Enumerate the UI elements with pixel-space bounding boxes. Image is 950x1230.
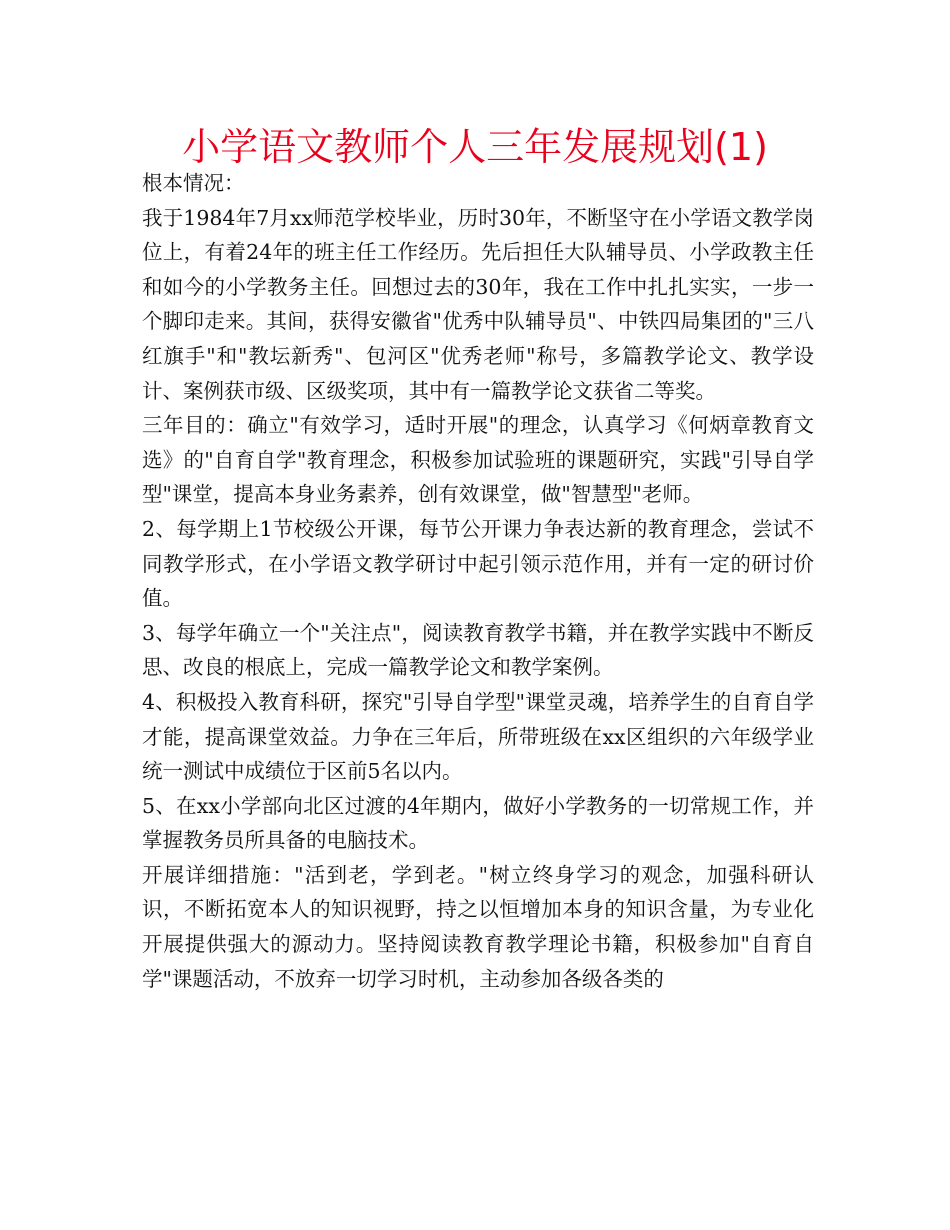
- paragraph-goal-4: 4、积极投入教育科研，探究"引导自学型"课堂灵魂，培养学生的自育自学才能，提高课堂效益。力争在三年后，所带班级在xx区组织的六年级学业统一测试中成绩位于区前5名以内。: [142, 689, 814, 784]
- document-body: [142, 166, 814, 996]
- paragraph-basic-situation-heading: 根本情况：: [142, 171, 245, 195]
- paragraph-background: 我于1984年7月xx师范学校毕业，历时30年，不断坚守在小学语文教学岗位上，有着24年的班主任工作经历。先后担任大队辅导员、小学政教主任和如今的小学教务主任。回想过去的30年，我在工作中扎扎实实，一步一个脚印走来。其间，获得安徽省"优秀中队辅导员"、中铁四局集团的"三八红旗手"和"教坛新秀"、包河区"优秀老师"称号，多篇教学论文、教学设计、案例获市级、区级奖项，其中有一篇教学论文获省二等奖。: [142, 205, 814, 403]
- document-title: 小学语文教师个人三年发展规划(1): [182, 125, 768, 169]
- paragraph-goal-2: 2、每学期上1节校级公开课，每节公开课力争表达新的教育理念，尝试不同教学形式，在小学语文教学研讨中起引领示范作用，并有一定的研讨价值。: [142, 516, 814, 611]
- paragraph-goal-5: 5、在xx小学部向北区过渡的4年期内，做好小学教务的一切常规工作，并掌握教务员所具备的电脑技术。: [142, 793, 814, 853]
- paragraph-goal-3: 3、每学年确立一个"关注点"，阅读教育教学书籍，并在教学实践中不断反思、改良的根底上，完成一篇教学论文和教学案例。: [142, 620, 814, 680]
- paragraph-measures: 开展详细措施："活到老，学到老。"树立终身学习的观念，加强科研认识，不断拓宽本人的知识视野，持之以恒增加本身的知识含量，为专业化开展提供强大的源动力。坚持阅读教育教学理论书籍，积极参加"自育自学"课题活动，不放弃一切学习时机，主动参加各级各类的: [142, 862, 814, 991]
- paragraph-three-year-goal: 三年目的：确立"有效学习，适时开展"的理念，认真学习《何炳章教育文选》的"自育自学"教育理念，积极参加试验班的课题研究，实践"引导自学型"课堂，提高本身业务素养，创有效课堂，做"智慧型"老师。: [142, 413, 814, 507]
